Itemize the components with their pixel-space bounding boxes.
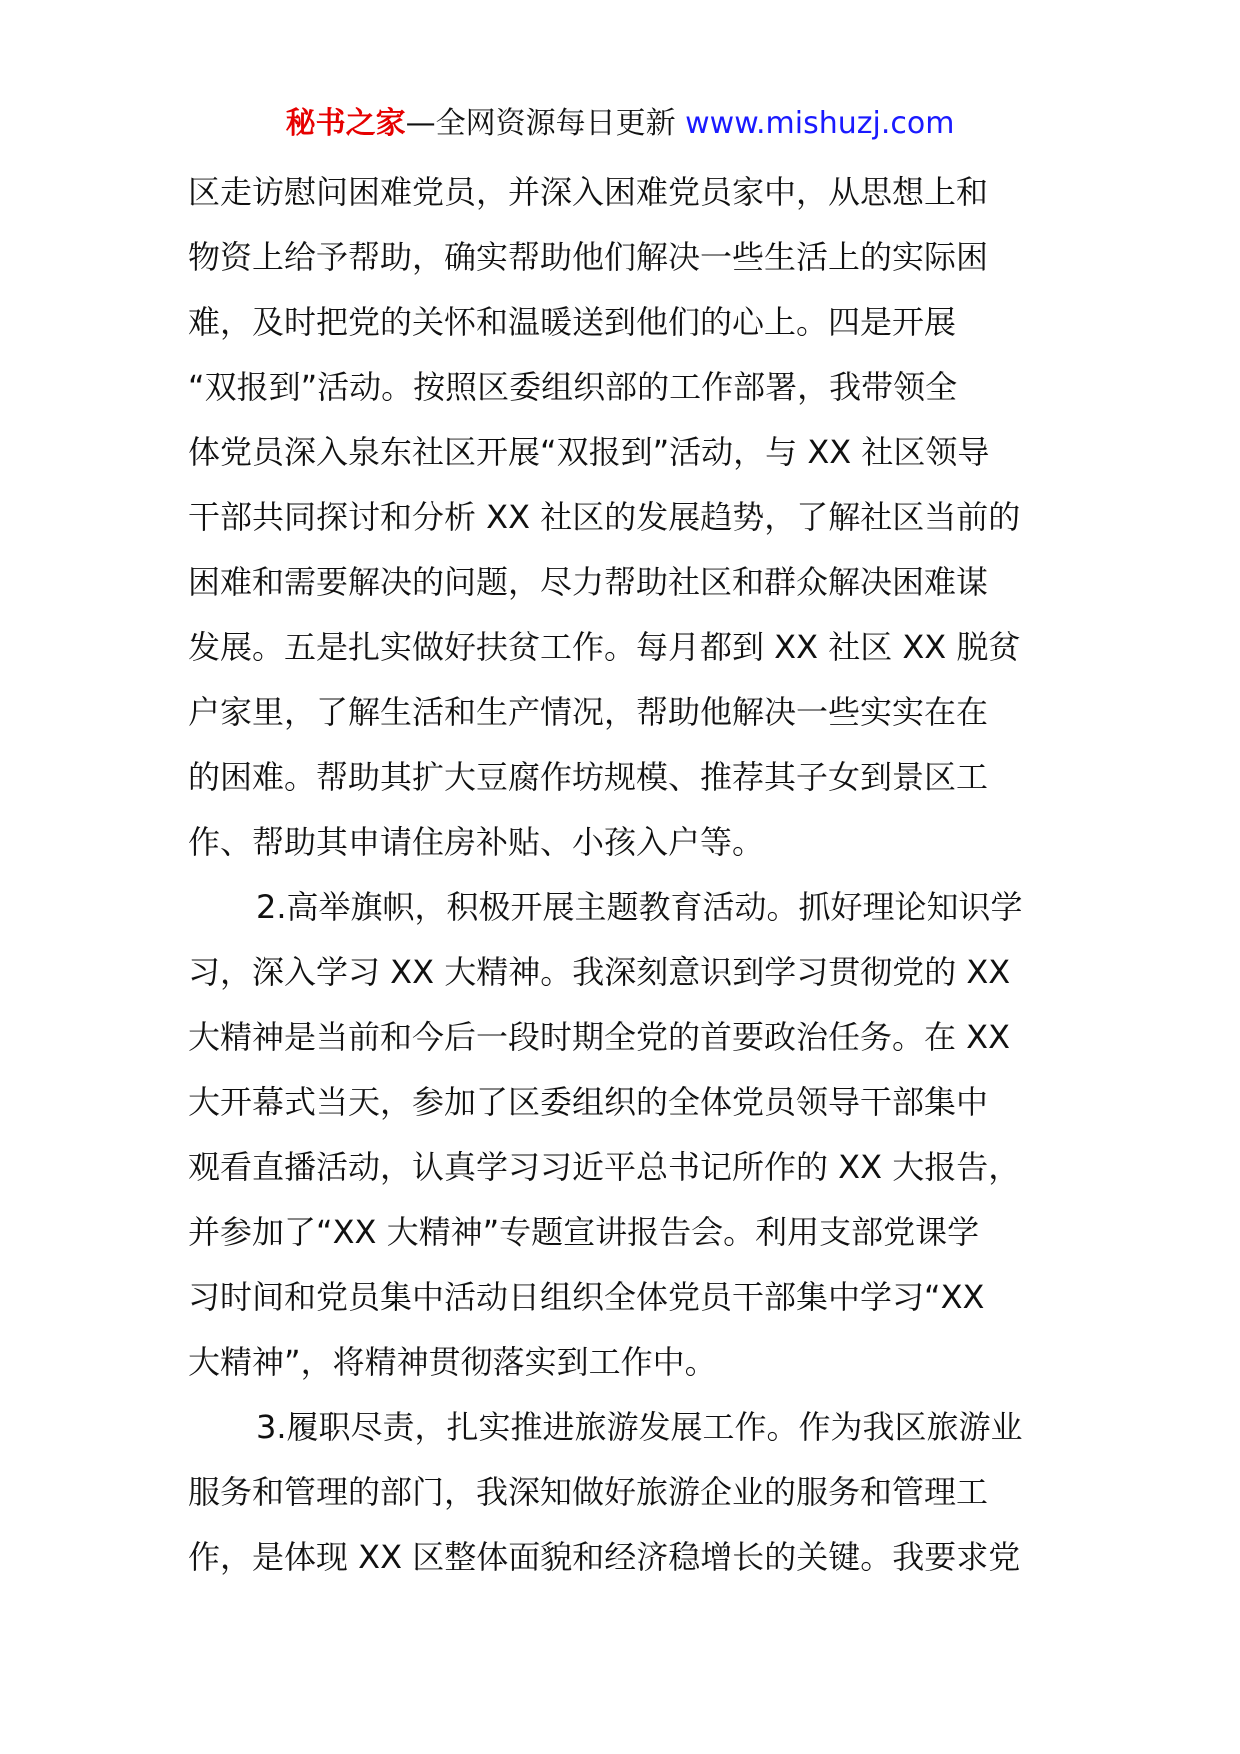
text-line: 观看直播活动，认真学习习近平总书记所作的 XX 大报告， <box>188 1148 1021 1186</box>
text-line: 作、帮助其申请住房补贴、小孩入户等。 <box>188 823 765 861</box>
text-line: 大开幕式当天，参加了区委组织的全体党员领导干部集中 <box>188 1083 989 1121</box>
text-line: 大精神”，将精神贯彻落实到工作中。 <box>188 1343 717 1381</box>
paragraph-start-line: 3.履职尽责，扎实推进旅游发展工作。作为我区旅游业 <box>256 1408 1023 1446</box>
text-line: 困难和需要解决的问题，尽力帮助社区和群众解决困难谋 <box>188 563 989 601</box>
brand-name: 秘书之家 <box>285 106 406 141</box>
text-line: 的困难。帮助其扩大豆腐作坊规模、推荐其子女到景区工 <box>188 758 989 796</box>
text-line: 习时间和党员集中活动日组织全体党员干部集中学习“XX <box>188 1278 985 1316</box>
site-url-link[interactable]: www.mishuzj.com <box>685 106 955 141</box>
text-line: 物资上给予帮助，确实帮助他们解决一些生活上的实际困 <box>188 238 989 276</box>
paragraph-start-line: 2.高举旗帜，积极开展主题教育活动。抓好理论知识学 <box>256 888 1023 926</box>
text-line: 服务和管理的部门，我深知做好旅游企业的服务和管理工 <box>188 1473 989 1511</box>
text-line: 难，及时把党的关怀和温暖送到他们的心上。四是开展 <box>188 303 957 341</box>
text-line: 体党员深入泉东社区开展“双报到”活动，与 XX 社区领导 <box>188 433 990 471</box>
text-line: 区走访慰问困难党员，并深入困难党员家中，从思想上和 <box>188 173 989 211</box>
text-line: 大精神是当前和今后一段时期全党的首要政治任务。在 XX <box>188 1018 1011 1056</box>
text-line: 并参加了“XX 大精神”专题宣讲报告会。利用支部党课学 <box>188 1213 980 1251</box>
text-line: 习，深入学习 XX 大精神。我深刻意识到学习贯彻党的 XX <box>188 953 1011 991</box>
text-line: 户家里，了解生活和生产情况，帮助他解决一些实实在在 <box>188 693 989 731</box>
header-tagline: —全网资源每日更新 <box>405 106 686 141</box>
page-header <box>0 104 1240 144</box>
text-line: 发展。五是扎实做好扶贫工作。每月都到 XX 社区 XX 脱贫 <box>188 628 1021 666</box>
text-line: “双报到”活动。按照区委组织部的工作部署，我带领全 <box>188 368 958 406</box>
text-line: 作，是体现 XX 区整体面貌和经济稳增长的关键。我要求党 <box>188 1538 1021 1576</box>
text-line: 干部共同探讨和分析 XX 社区的发展趋势，了解社区当前的 <box>188 498 1021 536</box>
document-body <box>188 160 1058 1590</box>
